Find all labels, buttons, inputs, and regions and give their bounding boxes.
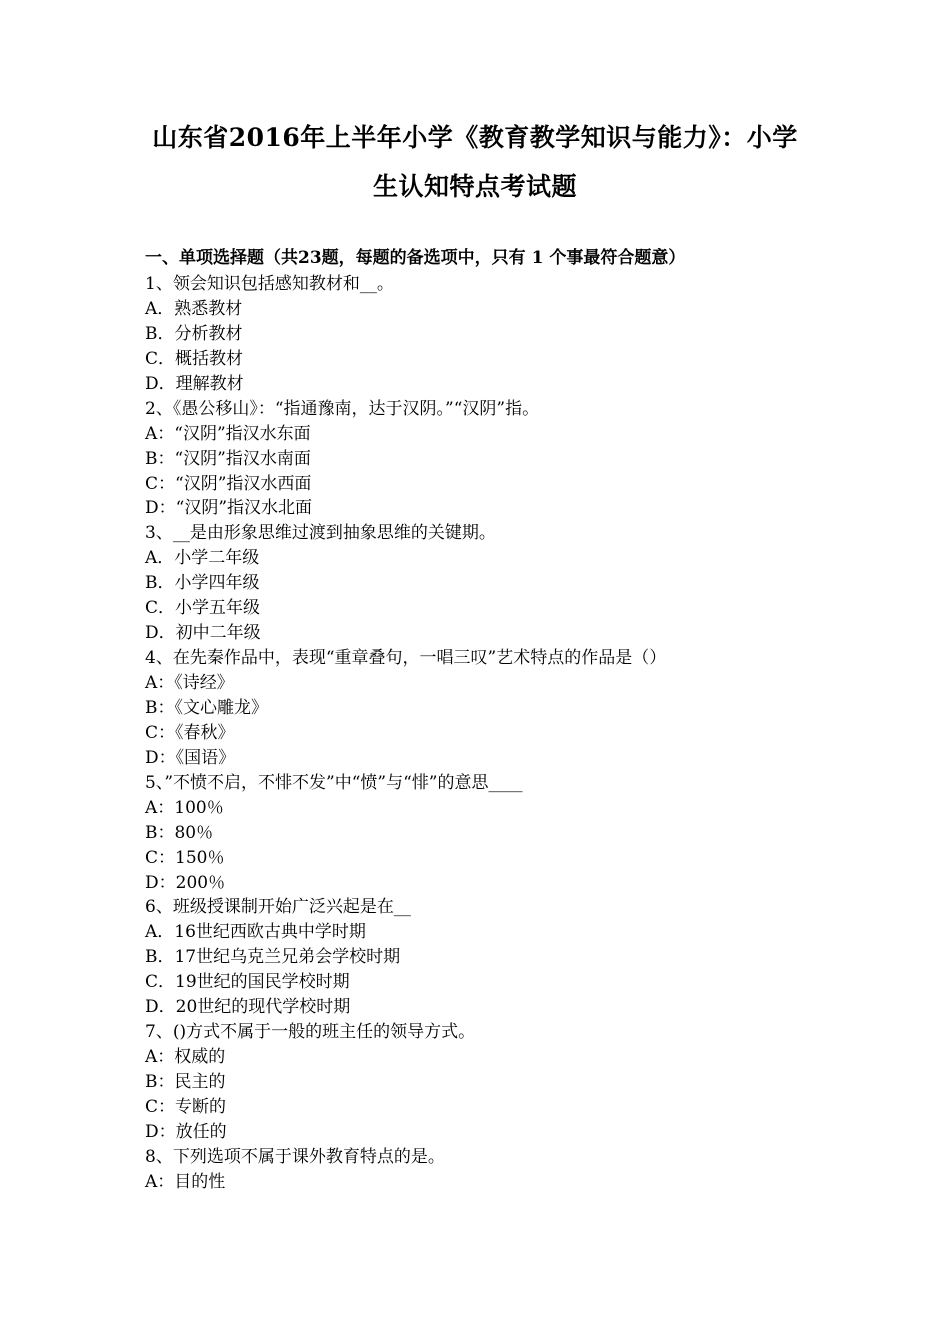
question-6-option-b: B．17世纪乌克兰兄弟会学校时期	[145, 947, 401, 968]
question-1-option-d: D．理解教材	[145, 373, 244, 394]
question-2-stem: 2、《愚公移山》：“指通豫南，达于汉阴。”“汉阴”指。	[145, 398, 540, 419]
question-2-option-d: D：“汉阴”指汉水北面	[145, 498, 313, 519]
question-1-option-b: B．分析教材	[145, 323, 243, 344]
question-2-option-c: C：“汉阴”指汉水西面	[145, 473, 312, 494]
question-1-option-c: C．概括教材	[145, 348, 244, 369]
document-title-line-1: 山东省2016年上半年小学《教育教学知识与能力》：小学	[152, 123, 798, 152]
question-5-option-c: C：150％	[145, 847, 225, 868]
question-6-stem: 6、班级授课制开始广泛兴起是在__	[145, 897, 411, 918]
question-5-option-a: A：100％	[145, 797, 224, 818]
question-2-option-b: B：“汉阴”指汉水南面	[145, 448, 311, 469]
question-1-option-a: A．熟悉教材	[145, 298, 243, 319]
question-list	[145, 272, 845, 1195]
question-3-stem: 3、__是由形象思维过渡到抽象思维的关键期。	[145, 523, 496, 544]
question-7-option-a: A：权威的	[145, 1047, 226, 1068]
question-1-stem: 1、领会知识包括感知教材和__。	[145, 274, 394, 294]
question-5-option-b: B：80％	[145, 822, 214, 843]
question-6-option-c: C．19世纪的国民学校时期	[145, 972, 350, 993]
question-4-stem: 4、在先秦作品中，表现“重章叠句，一唱三叹”艺术特点的作品是（）	[145, 648, 667, 669]
question-5-stem: 5、”不愤不启，不悱不发”中“愤”与“悱”的意思____	[145, 772, 523, 793]
question-5-option-d: D：200％	[145, 872, 226, 893]
question-7-option-d: D：放任的	[145, 1121, 227, 1142]
question-6-option-a: A．16世纪西欧古典中学时期	[145, 922, 366, 943]
question-4-option-d: D：《国语》	[145, 747, 236, 768]
question-8-option-a: A：目的性	[145, 1171, 226, 1192]
section-heading: 一、单项选择题（共23题，每题的备选项中，只有 1 个事最符合题意）	[145, 248, 686, 268]
question-7-option-c: C：专断的	[145, 1096, 227, 1117]
document-title-line-2: 生认知特点考试题	[372, 172, 577, 201]
question-7-option-b: B：民主的	[145, 1072, 226, 1092]
question-3-option-d: D．初中二年级	[145, 623, 261, 644]
question-3-option-b: B．小学四年级	[145, 573, 260, 594]
question-7-stem: 7、()方式不属于一般的班主任的领导方式。	[145, 1022, 476, 1043]
question-8-stem: 8、下列选项不属于课外教育特点的是。	[145, 1146, 445, 1167]
question-4-option-a: A：《诗经》	[145, 673, 234, 693]
question-2-option-a: A：“汉阴”指汉水东面	[145, 423, 311, 444]
question-4-option-b: B：《文心雕龙》	[145, 697, 268, 718]
question-4-option-c: C：《春秋》	[145, 722, 235, 743]
question-3-option-a: A．小学二年级	[145, 548, 260, 569]
question-6-option-d: D．20世纪的现代学校时期	[145, 997, 351, 1018]
question-3-option-c: C．小学五年级	[145, 598, 261, 619]
